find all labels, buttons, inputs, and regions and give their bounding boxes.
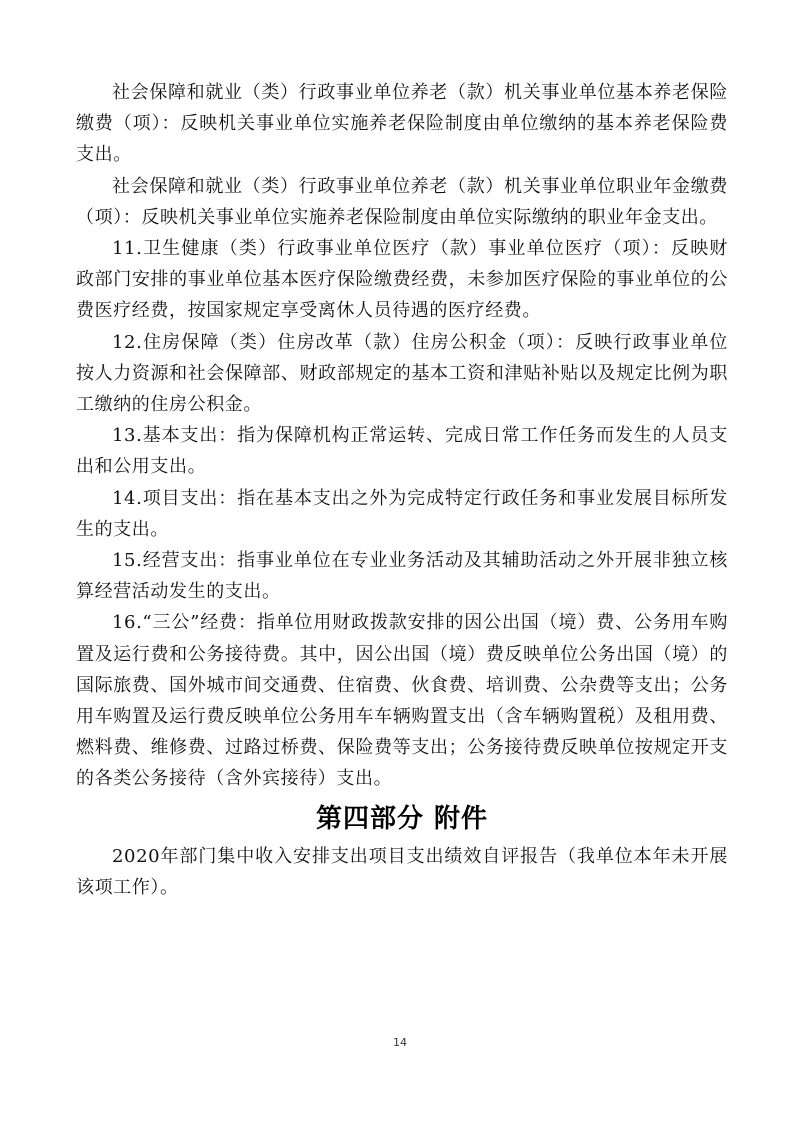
paragraph-item-11-medical: 11.卫生健康（类）行政事业单位医疗（款）事业单位医疗（项）：反映财政部门安排的事业单位基本医疗保险缴费经费，未参加医疗保险的事业单位的公费医疗经费，按国家规定享受离休人员待遇的医疗经费。: [76, 238, 728, 322]
paragraph-pension-insurance: 社会保障和就业（类）行政事业单位养老（款）机关事业单位基本养老保险缴费（项）：反映机关事业单位实施养老保险制度由单位缴纳的基本养老保险费支出。: [76, 82, 728, 166]
paragraph-item-14-project-expenditure: 14.项目支出：指在基本支出之外为完成特定行政任务和事业发展目标所发生的支出。: [76, 487, 728, 540]
paragraph-item-13-basic-expenditure: 13.基本支出：指为保障机构正常运转、完成日常工作任务而发生的人员支出和公用支出。: [76, 425, 728, 478]
paragraph-occupational-annuity: 社会保障和就业（类）行政事业单位养老（款）机关事业单位职业年金缴费（项）：反映机关事业单位实施养老保险制度由单位实际缴纳的职业年金支出。: [76, 175, 728, 228]
paragraph-item-12-housing-fund: 12.住房保障（类）住房改革（款）住房公积金（项）：反映行政事业单位按人力资源和社会保障部、财政部规定的基本工资和津贴补贴以及规定比例为职工缴纳的住房公积金。: [76, 331, 728, 416]
paragraph-item-16-three-public-expenses: 16.“三公”经费：指单位用财政拨款安排的因公出国（境）费、公务用车购置及运行费和公务接待费。其中，因公出国（境）费反映单位公务出国（境）的国际旅费、国外城市间交通费、住宿费、伙食费、培训费、公杂费等支出；公务用车购置及运行费反映单位公务用车车辆购置支出（含车辆购置税）及租用费、燃料费、维修费、过路过桥费、保险费等支出；公务接待费反映单位按规定开支的各类公务接待（含外宾接待）支出。: [76, 612, 728, 790]
document-body: [76, 77, 728, 903]
paragraph-item-15-operating-expenditure: 15.经营支出：指事业单位在专业业务活动及其辅助活动之外开展非独立核算经营活动发生的支出。: [76, 550, 728, 603]
paragraph-appendix-report: 2020年部门集中收入安排支出项目支出绩效自评报告（我单位本年未开展该项工作）。: [76, 845, 728, 898]
page-number: 14: [393, 1036, 407, 1049]
section-title: 第四部分 附件: [315, 803, 489, 834]
